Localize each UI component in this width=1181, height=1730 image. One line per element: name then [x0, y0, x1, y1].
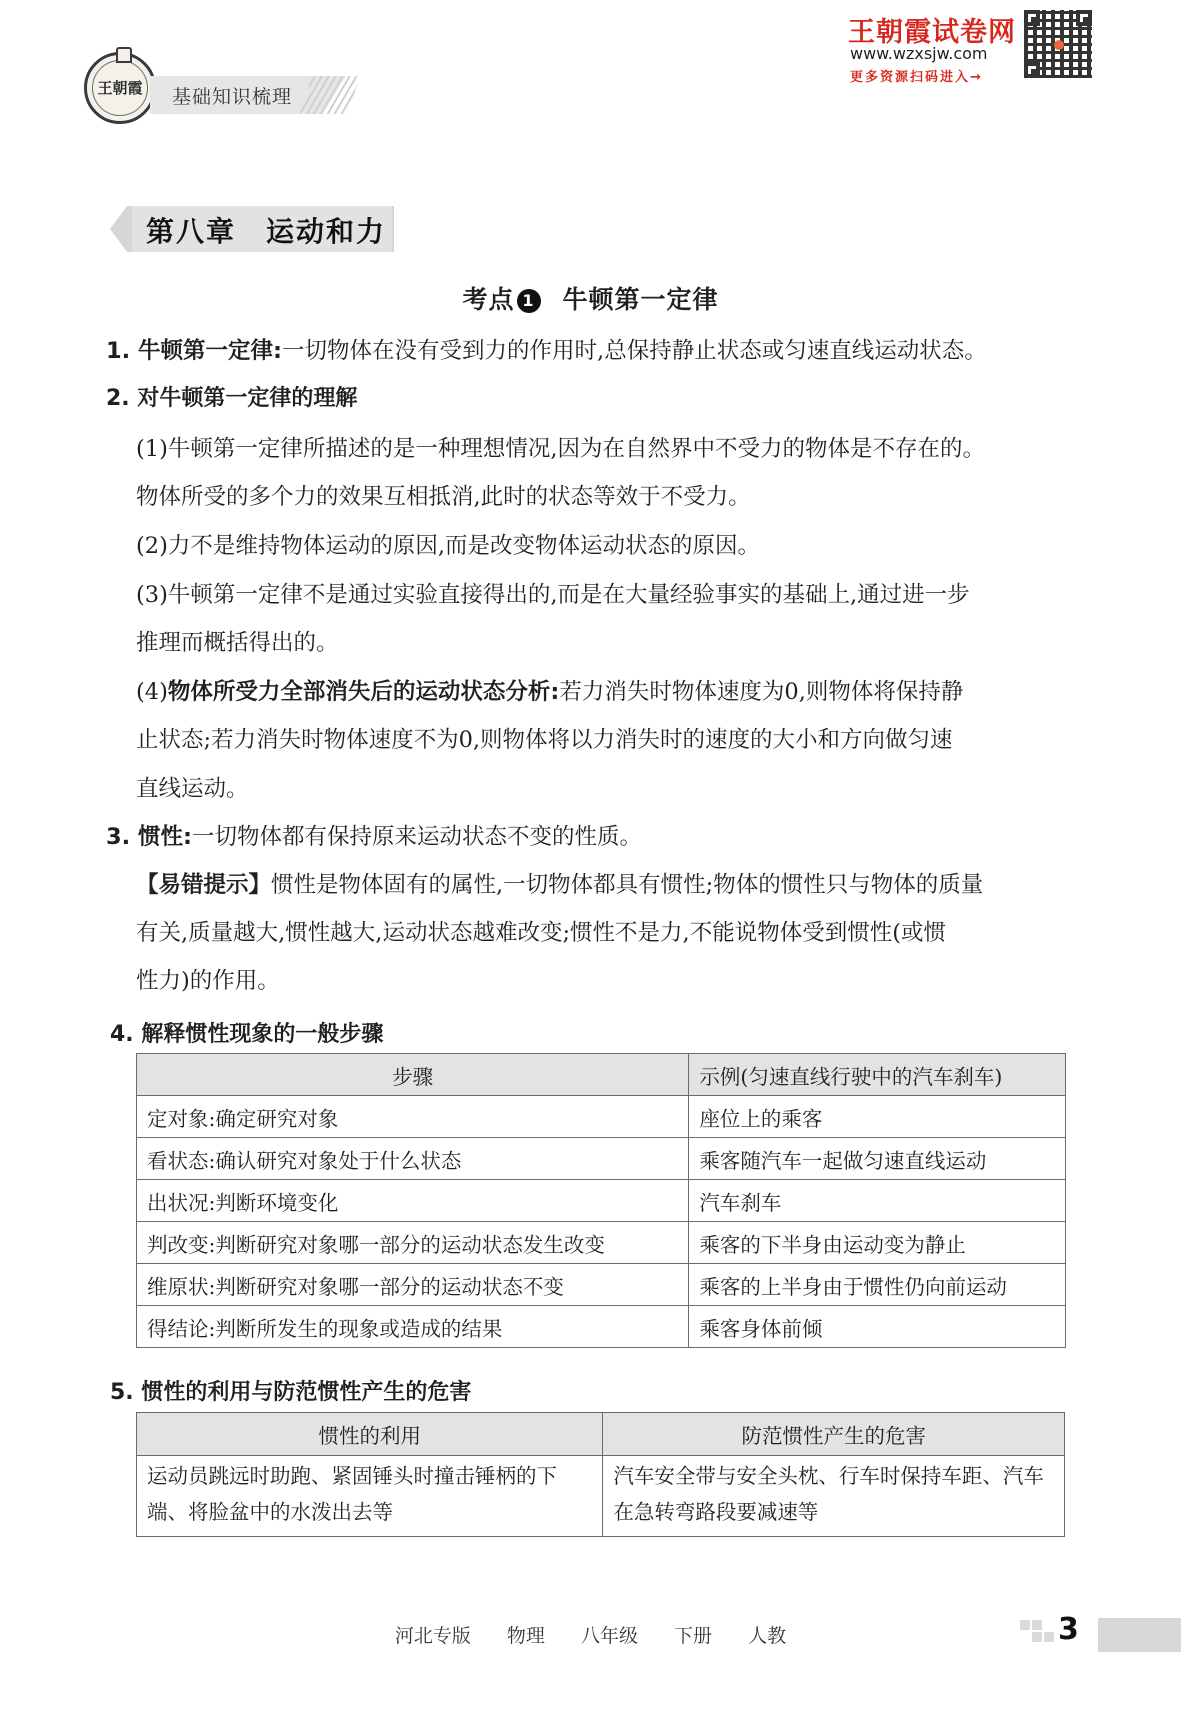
heading-understanding: 2. 对牛顿第一定律的理解: [106, 386, 358, 411]
understanding-3b: 推理而概括得出的。: [136, 630, 339, 656]
page-bar: [1098, 1618, 1181, 1652]
understanding-1b: 物体所受的多个力的效果互相抵消,此时的状态等效于不受力。: [136, 484, 751, 510]
understanding-1a: (1)牛顿第一定律所描述的是一种理想情况,因为在自然界中不受力的物体是不存在的。: [136, 436, 986, 462]
tip-text-a: 惯性是物体固有的属性,一切物体都具有惯性;物体的惯性只与物体的质量: [271, 872, 984, 898]
table-row: [137, 1306, 1066, 1348]
footer-item: 人教: [748, 1625, 787, 1647]
para-newton-law: [106, 336, 987, 366]
table-row: [137, 1138, 1066, 1180]
brand-scan-hint: 更多资源扫码进入→: [850, 70, 983, 85]
footer-item: 八年级: [580, 1625, 638, 1647]
table-cell: 汽车刹车: [689, 1180, 1066, 1222]
logo-text: 王朝霞: [97, 79, 143, 97]
table-row: [137, 1456, 1065, 1537]
understanding-4a-text: 若力消失时物体速度为0,则物体将保持静: [559, 679, 964, 705]
page-number: 3: [1058, 1612, 1079, 1647]
table-cell: 维原状:判断研究对象哪一部分的运动状态不变: [137, 1264, 689, 1306]
table-cell: 判改变:判断研究对象哪一部分的运动状态发生改变: [137, 1222, 689, 1264]
footer-item: 物理: [506, 1625, 545, 1647]
table-header-cell: 惯性的利用: [137, 1413, 603, 1456]
chapter-title: 第八章 运动和力: [146, 215, 387, 248]
table-cell: 座位上的乘客: [689, 1096, 1066, 1138]
page-corner-marks: [1020, 1620, 1056, 1646]
footer-item: 下册: [674, 1625, 713, 1647]
understanding-4a: [136, 677, 963, 707]
para-inertia: [106, 822, 642, 852]
understanding-4b: 止状态;若力消失时物体速度不为0,则物体将以力消失时的速度的大小和方向做匀速: [136, 727, 953, 753]
table-row: [137, 1222, 1066, 1264]
table-header-cell: 防范惯性产生的危害: [603, 1413, 1065, 1456]
heading-uses: 5. 惯性的利用与防范惯性产生的危害: [110, 1380, 472, 1405]
table-cell: 乘客的下半身由运动变为静止: [689, 1222, 1066, 1264]
understanding-3a: (3)牛顿第一定律不是通过实验直接得出的,而是在大量经验事实的基础上,通过进一步: [136, 582, 970, 608]
table-cell: 得结论:判断所发生的现象或造成的结果: [137, 1306, 689, 1348]
heading-steps: 4. 解释惯性现象的一般步骤: [110, 1022, 384, 1047]
para-newton-law-label: 1. 牛顿第一定律:: [106, 338, 283, 364]
tip-label: 【易错提示】: [136, 872, 272, 898]
understanding-4c: 直线运动。: [136, 776, 249, 802]
brand-url[interactable]: www.wzxsjw.com: [850, 44, 988, 63]
table-header-row: [137, 1054, 1066, 1096]
tip-line-a: [136, 870, 983, 900]
table-row: [137, 1096, 1066, 1138]
steps-table: [136, 1053, 1066, 1348]
crown-icon: [116, 47, 132, 63]
topic-title: 牛顿第一定律: [562, 285, 719, 314]
table-cell: 出状况:判断环境变化: [137, 1180, 689, 1222]
tip-line-c: 性力)的作用。: [136, 968, 280, 994]
para-newton-law-text: 一切物体在没有受到力的作用时,总保持静止状态或匀速直线运动状态。: [282, 338, 987, 364]
section-label: 基础知识梳理: [172, 86, 293, 108]
topic-heading: [0, 280, 1181, 316]
qr-code-icon[interactable]: [1024, 10, 1092, 78]
para-inertia-label: 3. 惯性:: [106, 824, 193, 850]
table-cell: 运动员跳远时助跑、紧固锤头时撞击锤柄的下端、将脸盆中的水泼出去等: [137, 1456, 603, 1537]
table-cell: 定对象:确定研究对象: [137, 1096, 689, 1138]
understanding-4-prefix: (4): [136, 679, 168, 705]
understanding-4-bold: 物体所受力全部消失后的运动状态分析:: [167, 679, 560, 705]
topic-prefix: 考点: [462, 285, 515, 314]
table-cell: 乘客随汽车一起做匀速直线运动: [689, 1138, 1066, 1180]
table-cell: 汽车安全带与安全头枕、行车时保持车距、汽车在急转弯路段要减速等: [603, 1456, 1065, 1537]
uses-table: [136, 1412, 1065, 1537]
table-cell: 乘客身体前倾: [689, 1306, 1066, 1348]
para-inertia-text: 一切物体都有保持原来运动状态不变的性质。: [192, 824, 643, 850]
understanding-2: (2)力不是维持物体运动的原因,而是改变物体运动状态的原因。: [136, 533, 761, 559]
brand-name: 王朝霞试卷网: [848, 17, 1016, 48]
table-header-cell: 步骤: [137, 1054, 689, 1096]
table-header-cell: 示例(匀速直线行驶中的汽车刹车): [689, 1054, 1066, 1096]
table-row: [137, 1180, 1066, 1222]
topic-number-badge: 1: [517, 289, 541, 313]
tip-line-b: 有关,质量越大,惯性越大,运动状态越难改变;惯性不是力,不能说物体受到惯性(或惯: [136, 920, 946, 946]
footer-edition: [0, 1621, 1181, 1648]
table-cell: 看状态:确认研究对象处于什么状态: [137, 1138, 689, 1180]
publisher-logo: [84, 52, 156, 124]
table-cell: 乘客的上半身由于惯性仍向前运动: [689, 1264, 1066, 1306]
table-row: [137, 1264, 1066, 1306]
table-header-row: [137, 1413, 1065, 1456]
footer-item: 河北专版: [394, 1625, 471, 1647]
